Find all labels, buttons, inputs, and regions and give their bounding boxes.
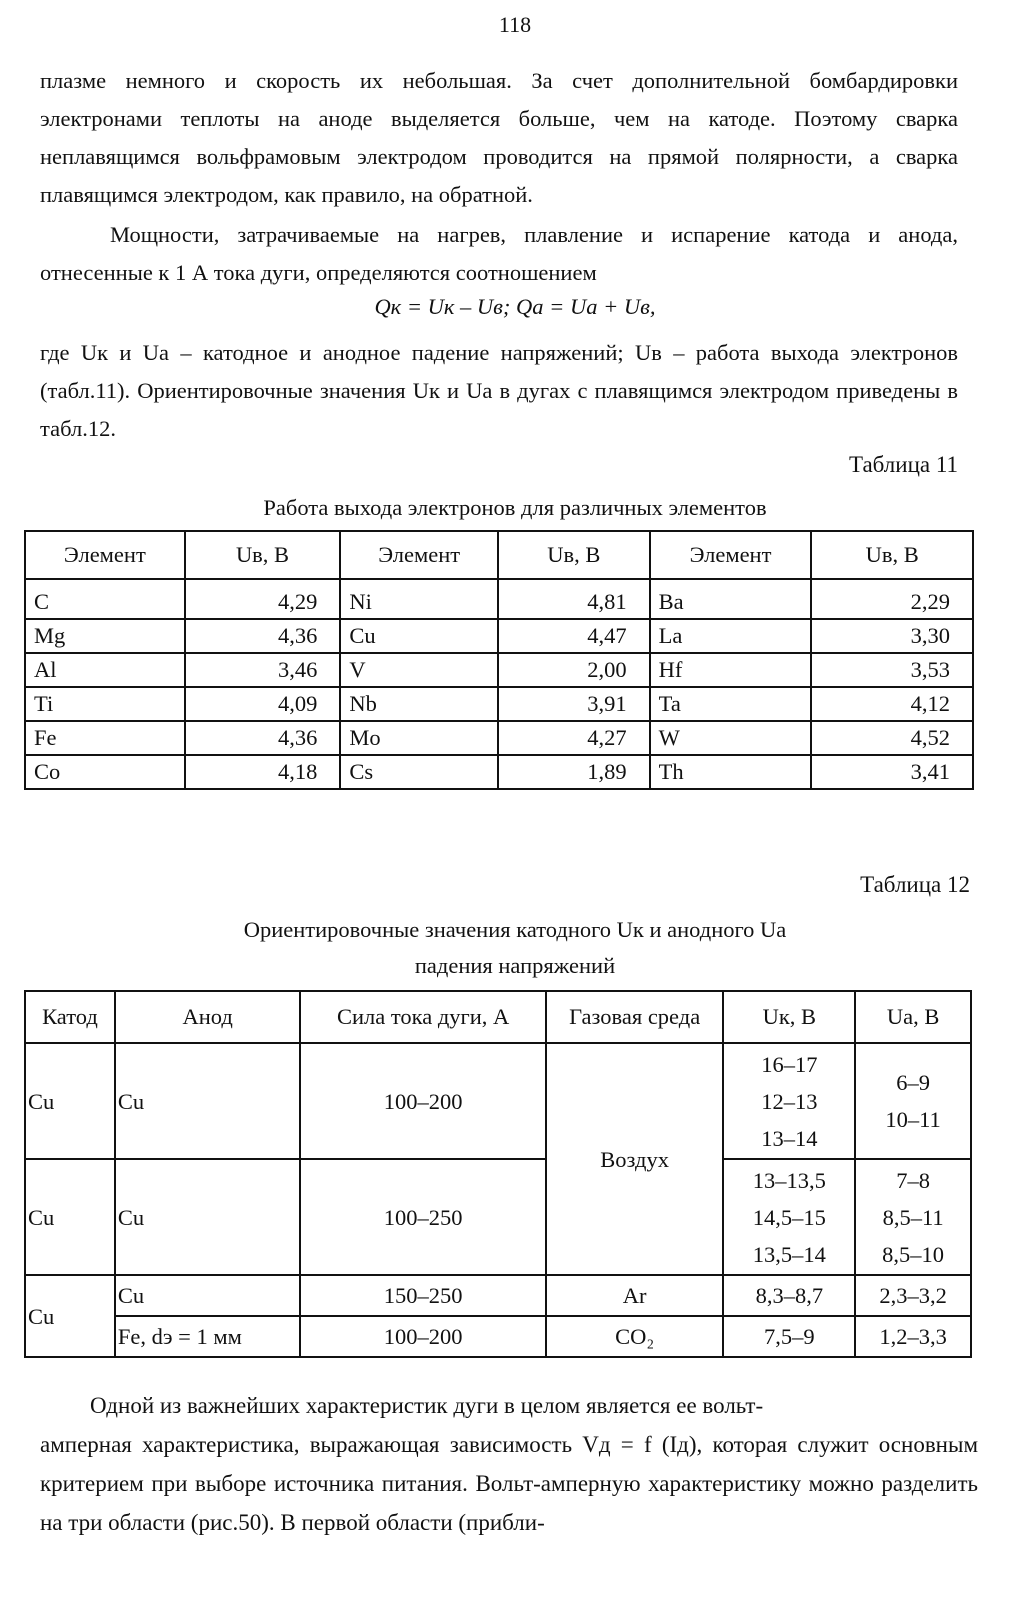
- uk-value: 13–13,5: [752, 1167, 826, 1193]
- value-cell: 4,52: [811, 721, 973, 755]
- ua-value: 7–8: [896, 1167, 930, 1193]
- table-header: Uк, В: [723, 991, 855, 1043]
- table-header: Катод: [25, 991, 115, 1043]
- element-cell: C: [25, 579, 185, 619]
- uk-value: 14,5–15: [752, 1204, 826, 1230]
- table-header: Элемент: [340, 531, 498, 579]
- paragraph: амперная характеристика, выражающая зависимость Vд = f (Iд), которая служит основным критерием при выборе источника питания. Вольт-амперную характеристику можно разделить на три области (рис.50). В первой области (прибли-: [40, 1432, 978, 1535]
- gas-cell: Воздух: [546, 1043, 724, 1275]
- element-cell: Ta: [650, 687, 812, 721]
- element-cell: Ni: [340, 579, 498, 619]
- cathode-cell: Cu: [25, 1043, 115, 1159]
- paragraph: Мощности, затрачиваемые на нагрев, плавление и испарение катода и анода, отнесенные к 1 А тока дуги, определяются соотношением: [40, 222, 958, 285]
- value-cell: 2,29: [811, 579, 973, 619]
- element-cell: Ba: [650, 579, 812, 619]
- gas-cell: CO₂: [546, 1316, 724, 1357]
- value-cell: 4,81: [498, 579, 650, 619]
- table-header: Uа, В: [855, 991, 971, 1043]
- anode-cell: Cu: [115, 1275, 301, 1316]
- uk-cell: [723, 1159, 855, 1275]
- table-header: Газовая среда: [546, 991, 724, 1043]
- table-row: [25, 721, 973, 755]
- element-cell: Nb: [340, 687, 498, 721]
- table-label: Таблица 12: [860, 872, 970, 897]
- table-header: Uв, В: [811, 531, 973, 579]
- table-title-line: падения напряжений: [414, 953, 616, 978]
- element-cell: V: [340, 653, 498, 687]
- table-row: [25, 1043, 971, 1159]
- uk-cell: 8,3–8,7: [723, 1275, 855, 1316]
- value-cell: 4,36: [185, 721, 341, 755]
- table-row: [25, 579, 973, 619]
- voltage-drop-table: [24, 990, 972, 1358]
- ua-cell: [855, 1159, 971, 1275]
- table-header: Элемент: [650, 531, 812, 579]
- current-cell: 100–200: [300, 1043, 545, 1159]
- table-title-line: Ориентировочные значения катодного Uк и анодного Uа: [243, 917, 787, 942]
- value-cell: 3,91: [498, 687, 650, 721]
- uk-value: 12–13: [761, 1088, 818, 1114]
- ua-cell: 2,3–3,2: [855, 1275, 971, 1316]
- table-label: Таблица 11: [848, 452, 958, 477]
- element-cell: Al: [25, 653, 185, 687]
- table-title: Работа выхода электронов для различных элементов: [263, 495, 767, 520]
- value-cell: 4,47: [498, 619, 650, 653]
- table-header: Анод: [115, 991, 301, 1043]
- value-cell: 3,46: [185, 653, 341, 687]
- value-cell: 4,18: [185, 755, 341, 789]
- value-cell: 4,09: [185, 687, 341, 721]
- element-cell: Hf: [650, 653, 812, 687]
- ua-cell: 1,2–3,3: [855, 1316, 971, 1357]
- element-cell: Co: [25, 755, 185, 789]
- current-cell: 150–250: [300, 1275, 545, 1316]
- value-cell: 3,30: [811, 619, 973, 653]
- uk-value: 13–14: [761, 1125, 818, 1151]
- ua-value: 8,5–10: [882, 1241, 945, 1267]
- table-title: [0, 912, 1030, 984]
- value-cell: 3,41: [811, 755, 973, 789]
- table-header: Uв, В: [185, 531, 341, 579]
- paragraph: где Uк и Uа – катодное и анодное падение напряжений; Uв – работа выхода электронов (табл.11). Ориентировочные значения Uк и Uа в дугах с плавящимся электродом приведены в табл.12.: [40, 340, 958, 441]
- value-cell: 3,53: [811, 653, 973, 687]
- value-cell: 4,12: [811, 687, 973, 721]
- ua-value: 10–11: [885, 1107, 941, 1132]
- uk-cell: [723, 1043, 855, 1159]
- gas-cell: Ar: [546, 1275, 724, 1316]
- anode-cell: Fe, dэ = 1 мм: [115, 1316, 301, 1357]
- value-cell: 4,27: [498, 721, 650, 755]
- value-cell: 4,29: [185, 579, 341, 619]
- element-cell: W: [650, 721, 812, 755]
- value-cell: 4,36: [185, 619, 341, 653]
- table-row: [25, 687, 973, 721]
- paragraph: Одной из важнейших характеристик дуги в целом является ее вольт-: [90, 1393, 764, 1418]
- anode-cell: Cu: [115, 1159, 301, 1275]
- anode-cell: Cu: [115, 1043, 301, 1159]
- cathode-cell: Cu: [25, 1275, 115, 1357]
- element-cell: La: [650, 619, 812, 653]
- element-cell: Fe: [25, 721, 185, 755]
- element-cell: Th: [650, 755, 812, 789]
- formula: Qк = Uк – Uв; Qа = Uа + Uв,: [374, 294, 656, 319]
- table-row: [25, 1159, 971, 1275]
- table-row: [25, 1275, 971, 1316]
- element-cell: Cu: [340, 619, 498, 653]
- element-cell: Cs: [340, 755, 498, 789]
- uk-cell: 7,5–9: [723, 1316, 855, 1357]
- table-row: [25, 755, 973, 789]
- table-row: [25, 653, 973, 687]
- table-header: Элемент: [25, 531, 185, 579]
- ua-value: 6–9: [896, 1070, 930, 1095]
- value-cell: 1,89: [498, 755, 650, 789]
- element-cell: Mg: [25, 619, 185, 653]
- cathode-cell: Cu: [25, 1159, 115, 1275]
- table-row: [25, 1316, 971, 1357]
- paragraph: плазме немного и скорость их небольшая. За счет дополнительной бомбардировки электронами теплоты на аноде выделяется больше, чем на катоде. Поэтому сварка неплавящимся вольфрамовым электродом проводится на прямой полярности, а сварка плавящимся электродом, как правило, на обратной.: [40, 68, 958, 207]
- ua-value: 8,5–11: [882, 1204, 944, 1230]
- table-header: Сила тока дуги, А: [300, 991, 545, 1043]
- table-header: Uв, В: [498, 531, 650, 579]
- ua-cell: [855, 1043, 971, 1159]
- uk-value: 13,5–14: [752, 1241, 826, 1267]
- element-cell: Ti: [25, 687, 185, 721]
- current-cell: 100–200: [300, 1316, 545, 1357]
- work-function-table: [24, 530, 974, 790]
- current-cell: 100–250: [300, 1159, 545, 1275]
- page-number: 118: [498, 12, 532, 37]
- value-cell: 2,00: [498, 653, 650, 687]
- uk-value: 16–17: [761, 1051, 818, 1077]
- element-cell: Mo: [340, 721, 498, 755]
- table-row: [25, 619, 973, 653]
